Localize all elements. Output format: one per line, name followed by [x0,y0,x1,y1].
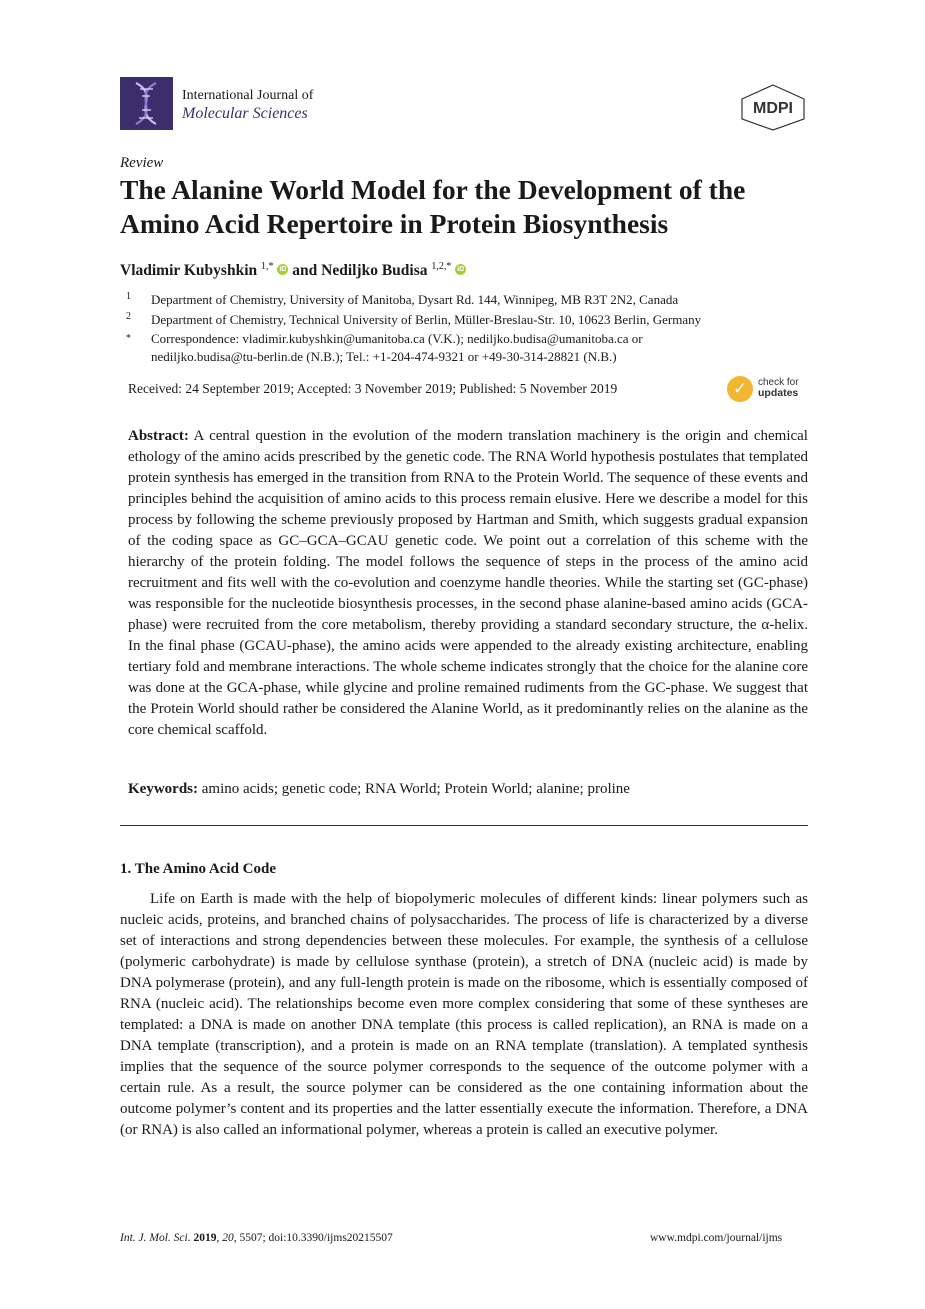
check-for-updates-badge[interactable] [727,376,817,406]
affiliation-mark: * [126,333,131,344]
abstract [128,426,808,741]
affiliation-text: Department of Chemistry, Technical University of Berlin, Müller-Breslau-Str. 10, 10623 Berlin, Germany [151,312,702,327]
orcid-icon[interactable]: iD [279,266,287,274]
abstract-text: A central question in the evolution of the modern translation machinery is the origin and chemical ethology of the amino acids prescribed by the genetic code. The RNA World hypothesis postulates that templated protein synthesis has emerged in the transition from RNA to the Protein World. The sequence of these events and principles behind the acquisition of amino acids to this process remain elusive. Here we describe a model for this process by following the scheme previously proposed by Hartman and Smith, which suggests gradual expansion of the coding space as GC–GCA–GCAU genetic code. We point out a correlation of this scheme with the hierarchy of the protein folding. The model follows the sequence of steps in the process of the amino acid recruitment and fits well with the co-evolution and coenzyme handle theories. While the starting set (GC-phase) was responsible for the nucleotide biosynthesis processes, in the second phase alanine-based amino acids (GCA-phase) were recruited from the core metabolism, thereby providing a standard secondary structure, the α-helix. In the final phase (GCAU-phase), the amino acids were appended to the already existing architecture, enabling tertiary fold and membrane interactions. The whole scheme indicates strongly that the choice for the alanine core was done at the GCA-phase, while glycine and proline remained rudiments from the GC-phase. We suggest that the Protein World should rather be considered the Alanine World, as it predominantly relies on the alanine as the core chemical scaffold. [128,428,808,738]
journal-name [182,87,313,123]
author-list [120,261,466,280]
check-updates-line1: check for [758,377,799,388]
footer-volume: 20 [222,1232,234,1244]
footer-citation: Int. J. Mol. Sci. 2019, 20, 5507; doi:10.3390/ijms20215507 [120,1232,393,1244]
check-updates-icon: ✓ [727,376,753,402]
article-type: Review [120,155,164,171]
correspondence-text[interactable]: nediljko.budisa@tu-berlin.de (N.B.); Tel.: +1-204-474-9321 or +49-30-314-28821 (N.B.) [151,349,617,364]
footer-journal-abbrev: Int. J. Mol. Sci. [120,1232,191,1244]
check-updates-line2: updates [758,387,799,399]
journal-name-line2: Molecular Sciences [182,105,308,122]
author-name[interactable]: Vladimir Kubyshkin [120,262,258,280]
footer-year: 2019 [193,1232,217,1244]
author-name[interactable]: Nediljko Budisa [321,262,428,280]
author-connector: and [292,262,318,280]
divider [120,825,808,826]
keywords [128,781,630,798]
author-affiliation-mark: 1,* [261,261,274,272]
publisher-name: MDPI [753,100,793,117]
journal-name-line1: International Journal of [182,88,314,103]
footer-url[interactable]: www.mdpi.com/journal/ijms [650,1232,783,1244]
footer-doi[interactable]: , 5507; doi:10.3390/ijms20215507 [233,1232,393,1244]
abstract-label: Abstract: [128,428,189,444]
journal-logo [120,77,173,130]
article-title: The Alanine World Model for the Development of the Amino Acid Repertoire in Protein Biosynthesis [120,174,746,239]
author-affiliation-mark: 1,2,* [431,261,452,272]
dna-helix-icon [120,77,173,130]
keywords-text: amino acids; genetic code; RNA World; Protein World; alanine; proline [201,781,630,797]
correspondence-text[interactable]: Correspondence: vladimir.kubyshkin@umanitoba.ca (V.K.); nediljko.budisa@umanitoba.ca or [151,331,643,346]
affiliation-mark: 1 [126,291,131,302]
body-paragraph: Life on Earth is made with the help of biopolymeric molecules of different kinds: linear polymers such as nucleic acids, proteins, and branched chains of polysaccharides. The process of life is characterized by a diverse set of interactions and strong dependencies between these molecules. For example, the synthesis of a cellulose (polymeric carbohydrate) is made by cellulose synthase (protein), a stretch of DNA (nucleic acid) is made by DNA polymerase (protein), and any full-length protein is made on the ribosome, which is essentially composed of RNA (nucleic acid). The relationships become even more complex considering that some of these syntheses are templated: a DNA is made on another DNA template (this process is called replication), an RNA is made on a DNA template (transcription), and a protein is made on an RNA template (translation). A templated synthesis implies that the sequence of the source polymer corresponds to the sequence of the outcome polymer with a certain rule. As a result, the source polymer can be considered as the one containing information about the outcome polymer’s content and its properties and the latter essentially execute the information. Therefore, a DNA (or RNA) is also called an informational polymer, whereas a protein is called an executive polymer. [120,891,808,1138]
affiliation-text: Department of Chemistry, University of Manitoba, Dysart Rd. 144, Winnipeg, MB R3T 2N2, Canada [151,292,679,307]
orcid-icon[interactable]: iD [457,266,465,274]
affiliation-mark: 2 [126,311,131,322]
section-heading: 1. The Amino Acid Code [120,861,276,877]
publisher-logo [738,83,808,131]
publication-dates: Received: 24 September 2019; Accepted: 3 November 2019; Published: 5 November 2019 [128,381,618,396]
keywords-label: Keywords: [128,781,198,797]
